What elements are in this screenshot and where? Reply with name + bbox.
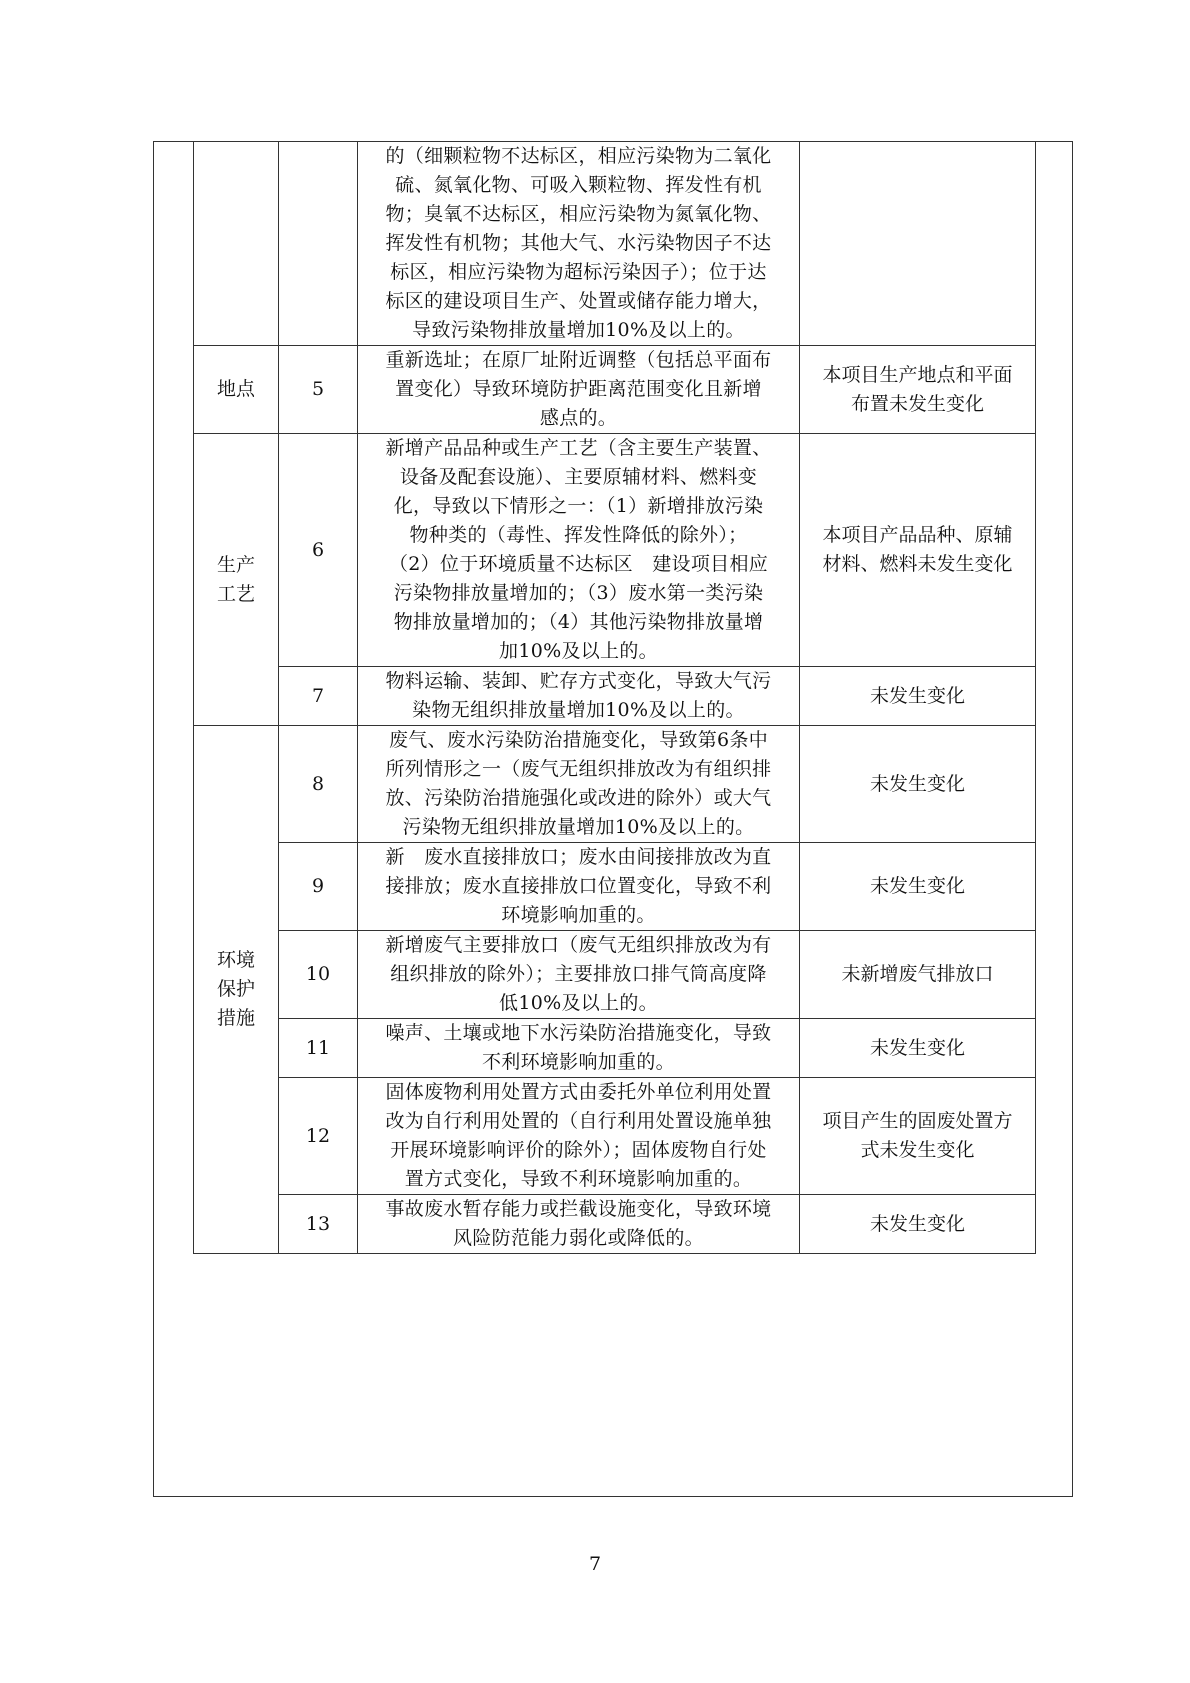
item-number: 10 [279, 931, 358, 1019]
page-number: 7 [588, 1553, 602, 1575]
result-cell: 未发生变化 [800, 726, 1036, 843]
table-row [194, 1195, 1036, 1254]
result-cell: 未发生变化 [800, 1019, 1036, 1078]
result-cell [800, 142, 1036, 346]
requirement-cell: 固体废物利用处置方式由委托外单位利用处置 改为自行利用处置的（自行利用处置设施单独 开展环境影响评价的除外）；固体废物自行处 置方式变化，导致不利环境影响加重的。 [358, 1078, 800, 1195]
result-cell: 本项目生产地点和平面 布置未发生变化 [800, 346, 1036, 434]
item-number: 12 [279, 1078, 358, 1195]
table-row [194, 434, 1036, 667]
table-row [194, 142, 1036, 346]
table-row [194, 346, 1036, 434]
category-cell: 地点 [194, 346, 279, 434]
requirement-cell: 事故废水暂存能力或拦截设施变化，导致环境 风险防范能力弱化或降低的。 [358, 1195, 800, 1254]
requirement-cell: 重新选址；在原厂址附近调整（包括总平面布 置变化）导致环境防护距离范围变化且新增 感点的。 [358, 346, 800, 434]
requirement-cell: 的（细颗粒物不达标区，相应污染物为二氧化 硫、氮氧化物、可吸入颗粒物、挥发性有机 物；臭氧不达标区，相应污染物为氮氧化物、 挥发性有机物；其他大气、水污染物因子不达 标区，相应污染物为超标污染因子）；位于达 标区的建设项目生产、处置或储存能力增大， 导致污染物排放量增加10%及以上的。 [358, 142, 800, 346]
result-cell: 未新增废气排放口 [800, 931, 1036, 1019]
result-cell: 未发生变化 [800, 843, 1036, 931]
category-cell: 环境 保护 措施 [194, 726, 279, 1254]
item-number: 5 [279, 346, 358, 434]
table-row [194, 931, 1036, 1019]
requirement-cell: 物料运输、装卸、贮存方式变化，导致大气污 染物无组织排放量增加10%及以上的。 [358, 667, 800, 726]
table-row [194, 667, 1036, 726]
result-cell: 未发生变化 [800, 1195, 1036, 1254]
item-number: 13 [279, 1195, 358, 1254]
table-row [194, 1078, 1036, 1195]
item-number: 11 [279, 1019, 358, 1078]
category-cell [194, 142, 279, 346]
table-row [194, 1019, 1036, 1078]
result-cell: 项目产生的固废处置方 式未发生变化 [800, 1078, 1036, 1195]
requirement-cell: 废气、废水污染防治措施变化，导致第6条中 所列情形之一（废气无组织排放改为有组织排 放、污染防治措施强化或改进的除外）或大气 污染物无组织排放量增加10%及以上的。 [358, 726, 800, 843]
result-cell: 未发生变化 [800, 667, 1036, 726]
table-row [194, 843, 1036, 931]
item-number: 6 [279, 434, 358, 667]
item-number: 7 [279, 667, 358, 726]
change-criteria-table [193, 141, 1036, 1254]
requirement-cell: 新增产品品种或生产工艺（含主要生产装置、 设备及配套设施）、主要原辅材料、燃料变 化，导致以下情形之一：（1）新增排放污染 物种类的（毒性、挥发性降低的除外）； （2）位于环境质量不达标区 建设项目相应 污染物排放量增加的；（3）废水第一类污染 物排放量增加的；（4）其他污染物排放量增 加10%及以上的。 [358, 434, 800, 667]
item-number: 8 [279, 726, 358, 843]
result-cell: 本项目产品品种、原辅 材料、燃料未发生变化 [800, 434, 1036, 667]
item-number: 9 [279, 843, 358, 931]
table-row [194, 726, 1036, 843]
requirement-cell: 新 废水直接排放口；废水由间接排放改为直 接排放；废水直接排放口位置变化，导致不利 环境影响加重的。 [358, 843, 800, 931]
requirement-cell: 新增废气主要排放口（废气无组织排放改为有 组织排放的除外）；主要排放口排气筒高度降 低10%及以上的。 [358, 931, 800, 1019]
item-number [279, 142, 358, 346]
requirement-cell: 噪声、土壤或地下水污染防治措施变化，导致 不利环境影响加重的。 [358, 1019, 800, 1078]
category-cell: 生产 工艺 [194, 434, 279, 726]
